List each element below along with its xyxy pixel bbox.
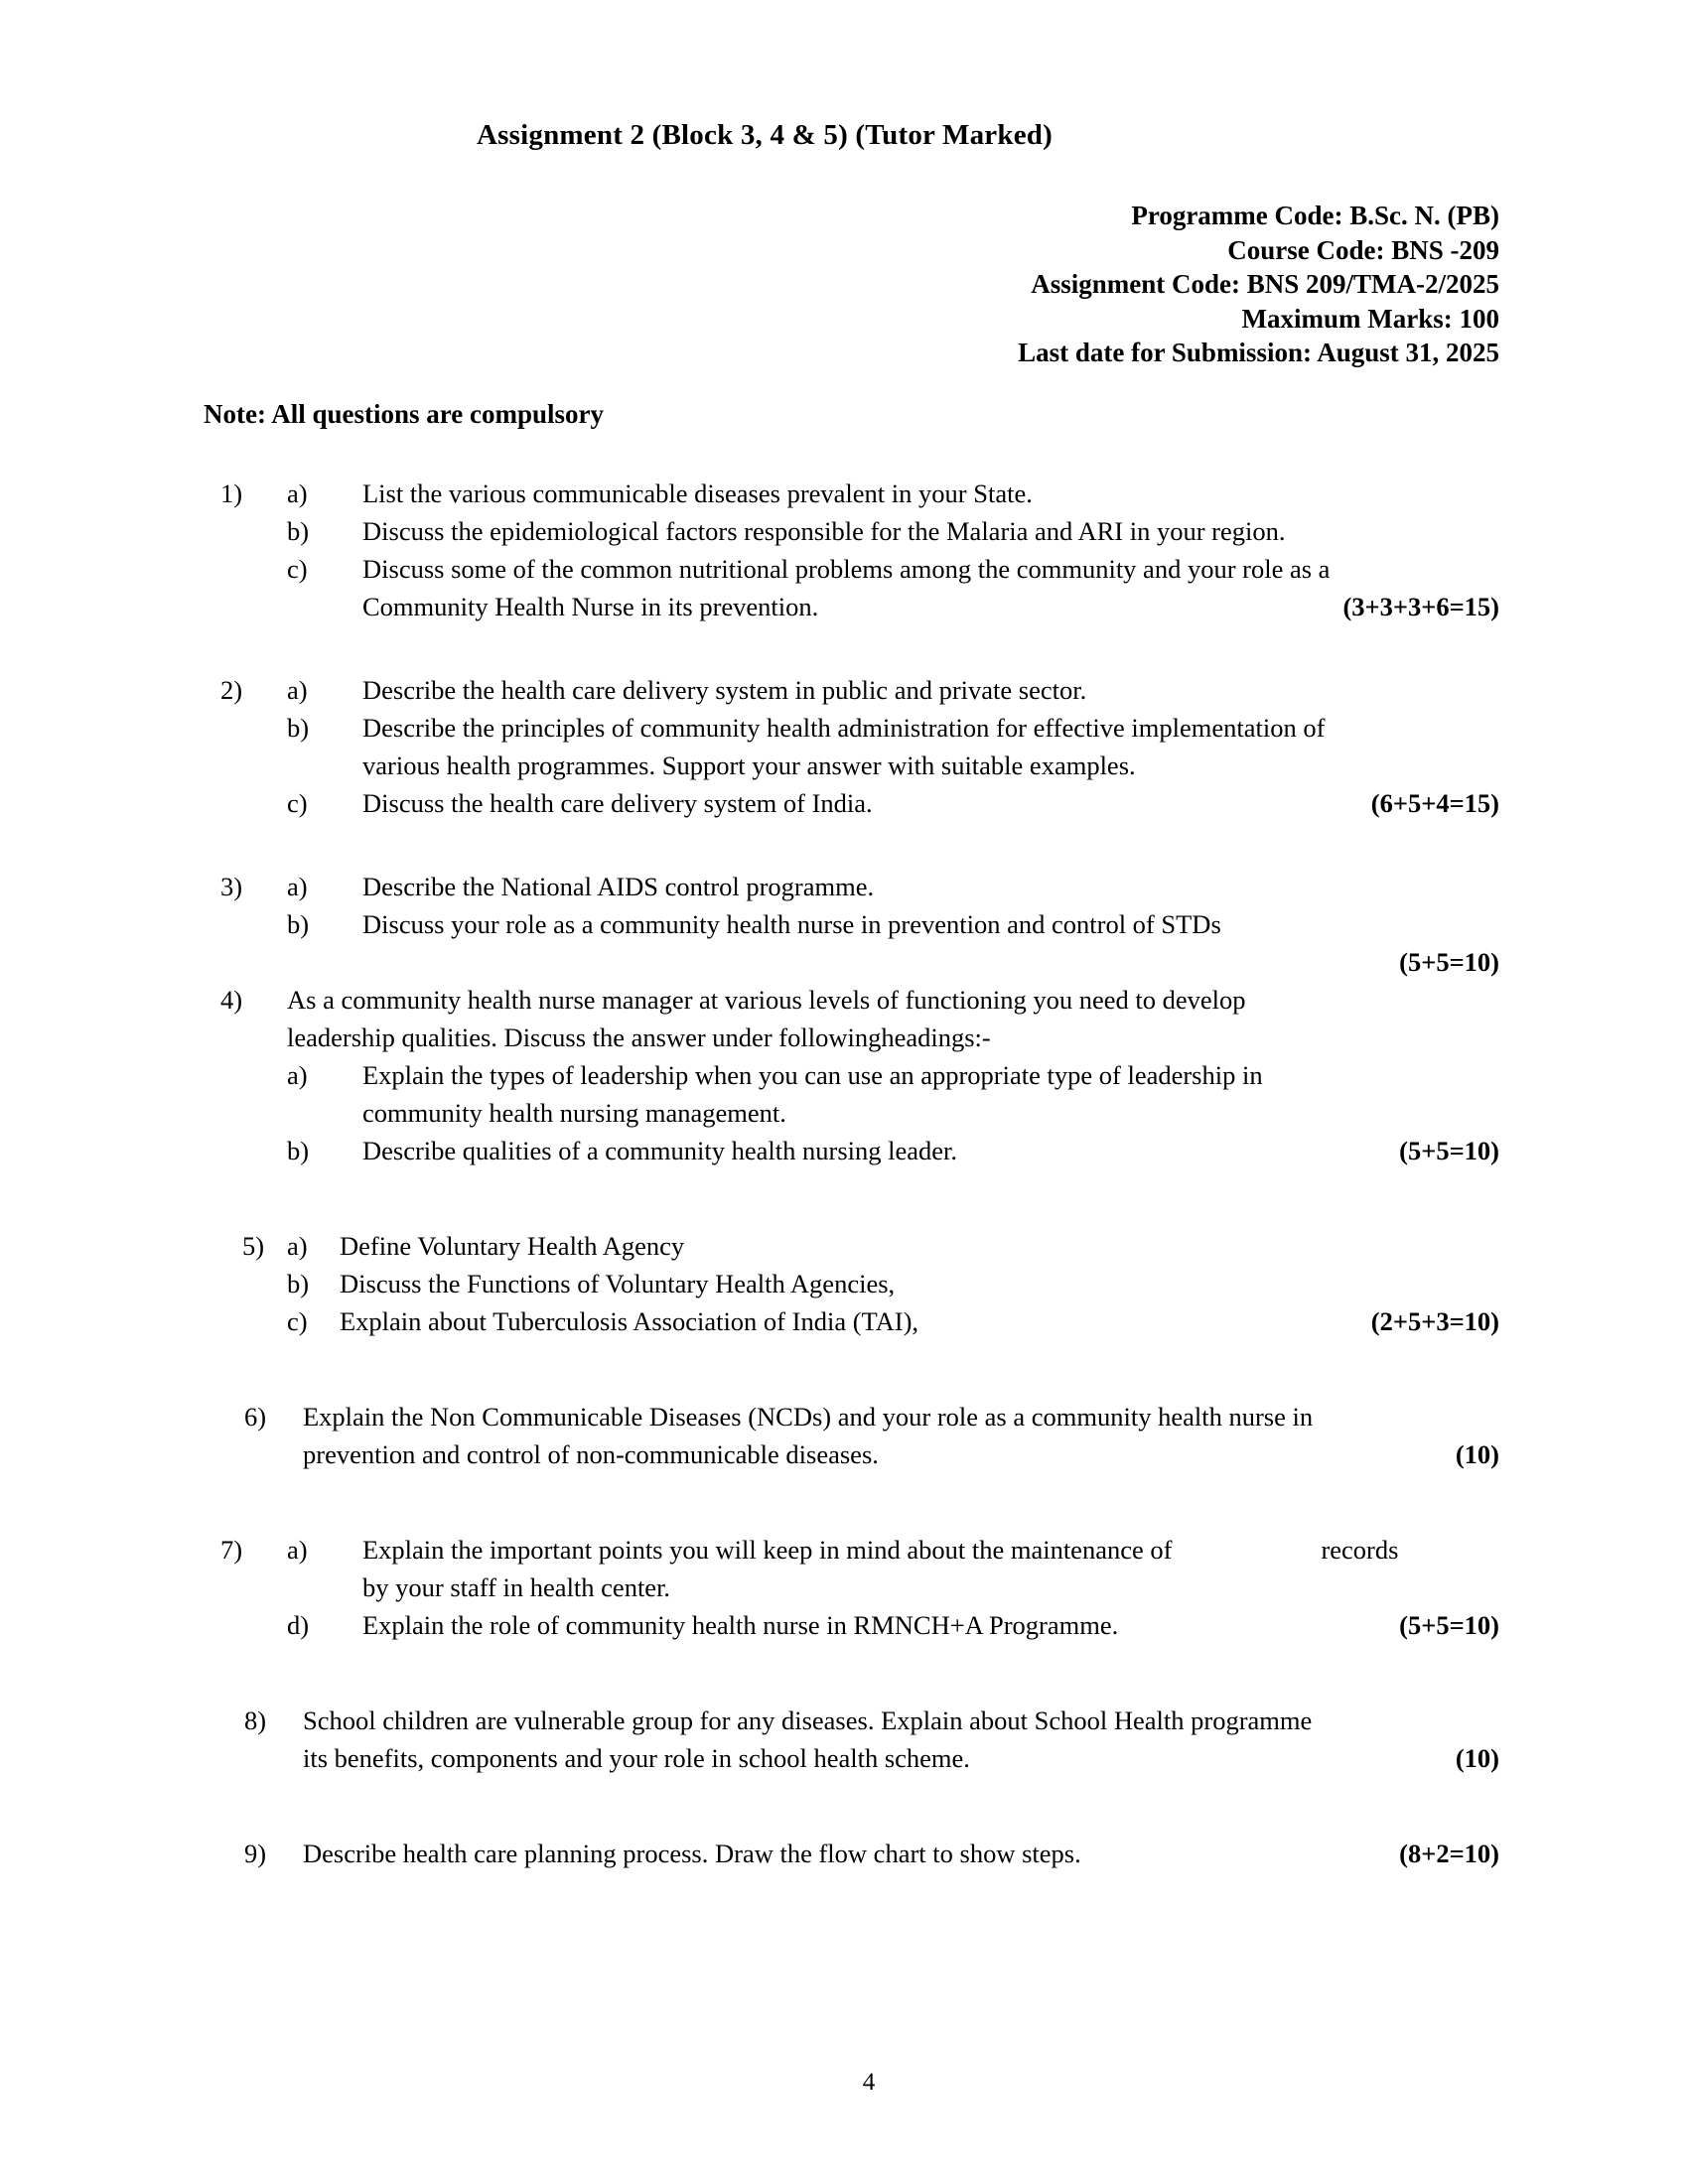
question-4-part-a-text [362,1056,1688,1132]
question-7 [0,1531,1688,1702]
question-4-part-a [0,1056,1688,1132]
question-3-part-b-letter: b) [287,909,310,939]
question-4-part-a-letter: a) [287,1060,308,1090]
question-2-part-a [0,671,1688,709]
question-1-part-c-letter: c) [287,554,308,584]
course-code: Course Code: BNS -209 [1227,234,1499,265]
question-6-stem-line-2: prevention and control of non-communicable diseases. [303,1439,879,1469]
question-4-part-a-line-2: community health nursing management. [362,1098,786,1128]
spacer [0,1777,1688,1823]
question-8-number: 8) [244,1706,267,1735]
question-1-part-b-letter: b) [287,516,310,546]
question-4-stem-line-1: As a community health nurse manager at various levels of functioning you need to develop [287,985,1246,1015]
question-5-part-c-text: Explain about Tuberculosis Association of India (TAI), [340,1306,919,1336]
question-7-part-a-line-1-trailing: records [1321,1535,1399,1565]
question-8-stem-line-2: its benefits, components and your role in school health scheme. [303,1743,970,1773]
page-title: Assignment 2 (Block 3, 4 & 5) (Tutor Marked) [477,119,1053,151]
question-1-part-a-letter: a) [287,478,308,508]
spacer [0,1473,1688,1519]
page-number: 4 [862,2069,876,2096]
question-9-stem-text: Describe health care planning process. Draw the flow chart to show steps. [303,1839,1081,1868]
question-7-part-a [0,1531,1688,1606]
question-7-part-a-line-1-main: Explain the important points you will keep in mind about the maintenance of [362,1535,1173,1565]
question-3-part-a-letter: a) [287,872,308,901]
question-5 [0,1227,1688,1398]
question-5-part-a-letter: a) [287,1231,308,1261]
question-4-part-b-letter: b) [287,1136,310,1165]
question-7-part-d-text: Explain the role of community health nurse in RMNCH+A Programme. [362,1610,1119,1640]
spacer [0,1215,1688,1227]
question-3-part-a-text: Describe the National AIDS control programme. [362,872,875,901]
question-2-part-b-line-1: Describe the principles of community health administration for effective implementation of [362,713,1326,743]
question-1-part-a-text: List the various communicable diseases prevalent in your State. [362,478,1033,508]
maximum-marks: Maximum Marks: 100 [1241,303,1499,334]
last-date-submission: Last date for Submission: August 31, 2025 [1018,338,1499,367]
question-3-marks-row [0,943,1688,981]
spacer [0,1340,1688,1386]
spacer [0,1690,1688,1702]
question-6 [0,1398,1688,1531]
question-5-part-c [0,1302,1688,1340]
question-2-marks: (6+5+4=15) [1370,788,1499,818]
question-5-part-a [0,1227,1688,1265]
question-7-part-a-line-2: by your staff in health center. [362,1572,671,1602]
question-3-part-b-text: Discuss your role as a community health nurse in prevention and control of STDs [362,909,1221,939]
question-4-stem [0,981,1688,1056]
spacer [0,1169,1688,1215]
question-2-number: 2) [220,675,243,705]
question-2-part-b-text [362,709,1688,784]
question-8-stem [0,1702,1688,1777]
question-1-part-b [0,512,1688,550]
question-5-part-b [0,1265,1688,1302]
question-5-number: 5) [242,1231,265,1261]
question-8 [0,1702,1688,1835]
question-4-stem-text [287,981,1688,1056]
question-2-part-b-letter: b) [287,713,310,743]
question-5-part-c-letter: c) [287,1306,308,1336]
question-1-part-c-line-1: Discuss some of the common nutritional problems among the community and your role as a [362,554,1331,584]
question-6-stem-line-1: Explain the Non Communicable Diseases (NCDs) and your role as a community health nurse in [303,1402,1314,1432]
question-9-number: 9) [244,1839,267,1868]
question-4-part-b-text: Describe qualities of a community health nursing leader. [362,1136,958,1165]
question-7-part-a-text [362,1531,1688,1606]
question-4-part-a-line-1: Explain the types of leadership when you can use an appropriate type of leadership in [362,1060,1263,1090]
question-5-part-a-text: Define Voluntary Health Agency [340,1231,685,1261]
question-7-part-d-letter: d) [287,1610,310,1640]
question-4-marks: (5+5=10) [1399,1136,1499,1165]
question-3-part-b [0,905,1688,943]
question-2-part-c-letter: c) [287,788,308,818]
question-3 [0,868,1688,981]
spacer [0,1644,1688,1690]
question-9-marks: (8+2=10) [1399,1839,1499,1868]
question-2-part-c [0,784,1688,822]
question-7-part-a-line-1 [362,1531,1688,1569]
question-4-number: 4) [220,985,243,1015]
question-3-number: 3) [220,872,243,901]
question-8-stem-line-1: School children are vulnerable group for any diseases. Explain about School Health programme [303,1706,1313,1735]
question-1-part-b-text: Discuss the epidemiological factors responsible for the Malaria and ARI in your region. [362,516,1286,546]
question-1-marks: (3+3+3+6=15) [1342,592,1499,621]
spacer [0,822,1688,868]
question-7-part-a-letter: a) [287,1535,308,1565]
question-7-number: 7) [220,1535,243,1565]
question-8-marks: (10) [1455,1743,1499,1773]
question-4-stem-line-2: leadership qualities. Discuss the answer under followingheadings:- [287,1023,991,1052]
question-1-part-c [0,550,1688,625]
question-1 [0,475,1688,671]
question-2-part-b-line-2: various health programmes. Support your answer with suitable examples. [362,751,1136,780]
question-5-part-b-letter: b) [287,1269,310,1298]
programme-code: Programme Code: B.Sc. N. (PB) [1131,201,1499,230]
question-2 [0,671,1688,868]
question-2-part-b [0,709,1688,784]
spacer [0,1386,1688,1398]
question-6-stem [0,1398,1688,1473]
question-5-marks: (2+5+3=10) [1370,1306,1499,1336]
note-text: Note: All questions are compulsory [204,399,604,429]
question-7-part-d [0,1606,1688,1644]
question-2-part-a-letter: a) [287,675,308,705]
question-3-part-a [0,868,1688,905]
question-9 [0,1835,1688,1872]
question-4 [0,981,1688,1227]
questions-list [0,475,1688,1872]
question-2-part-a-text: Describe the health care delivery system in public and private sector. [362,675,1087,705]
question-2-part-c-text: Discuss the health care delivery system of India. [362,788,873,818]
question-6-number: 6) [244,1402,267,1432]
question-1-number: 1) [220,478,243,508]
question-1-part-c-line-2: Community Health Nurse in its prevention. [362,592,819,621]
question-5-part-b-text: Discuss the Functions of Voluntary Health Agencies, [340,1269,896,1298]
question-6-marks: (10) [1455,1439,1499,1469]
question-4-part-b [0,1132,1688,1169]
spacer [0,1519,1688,1531]
question-1-part-a [0,475,1688,512]
question-7-marks: (5+5=10) [1399,1610,1499,1640]
header-meta-block [1018,199,1499,370]
question-3-marks: (5+5=10) [1399,947,1499,977]
spacer [0,1823,1688,1835]
spacer [0,625,1688,671]
question-9-stem [0,1835,1688,1872]
assignment-code: Assignment Code: BNS 209/TMA-2/2025 [1031,269,1499,299]
